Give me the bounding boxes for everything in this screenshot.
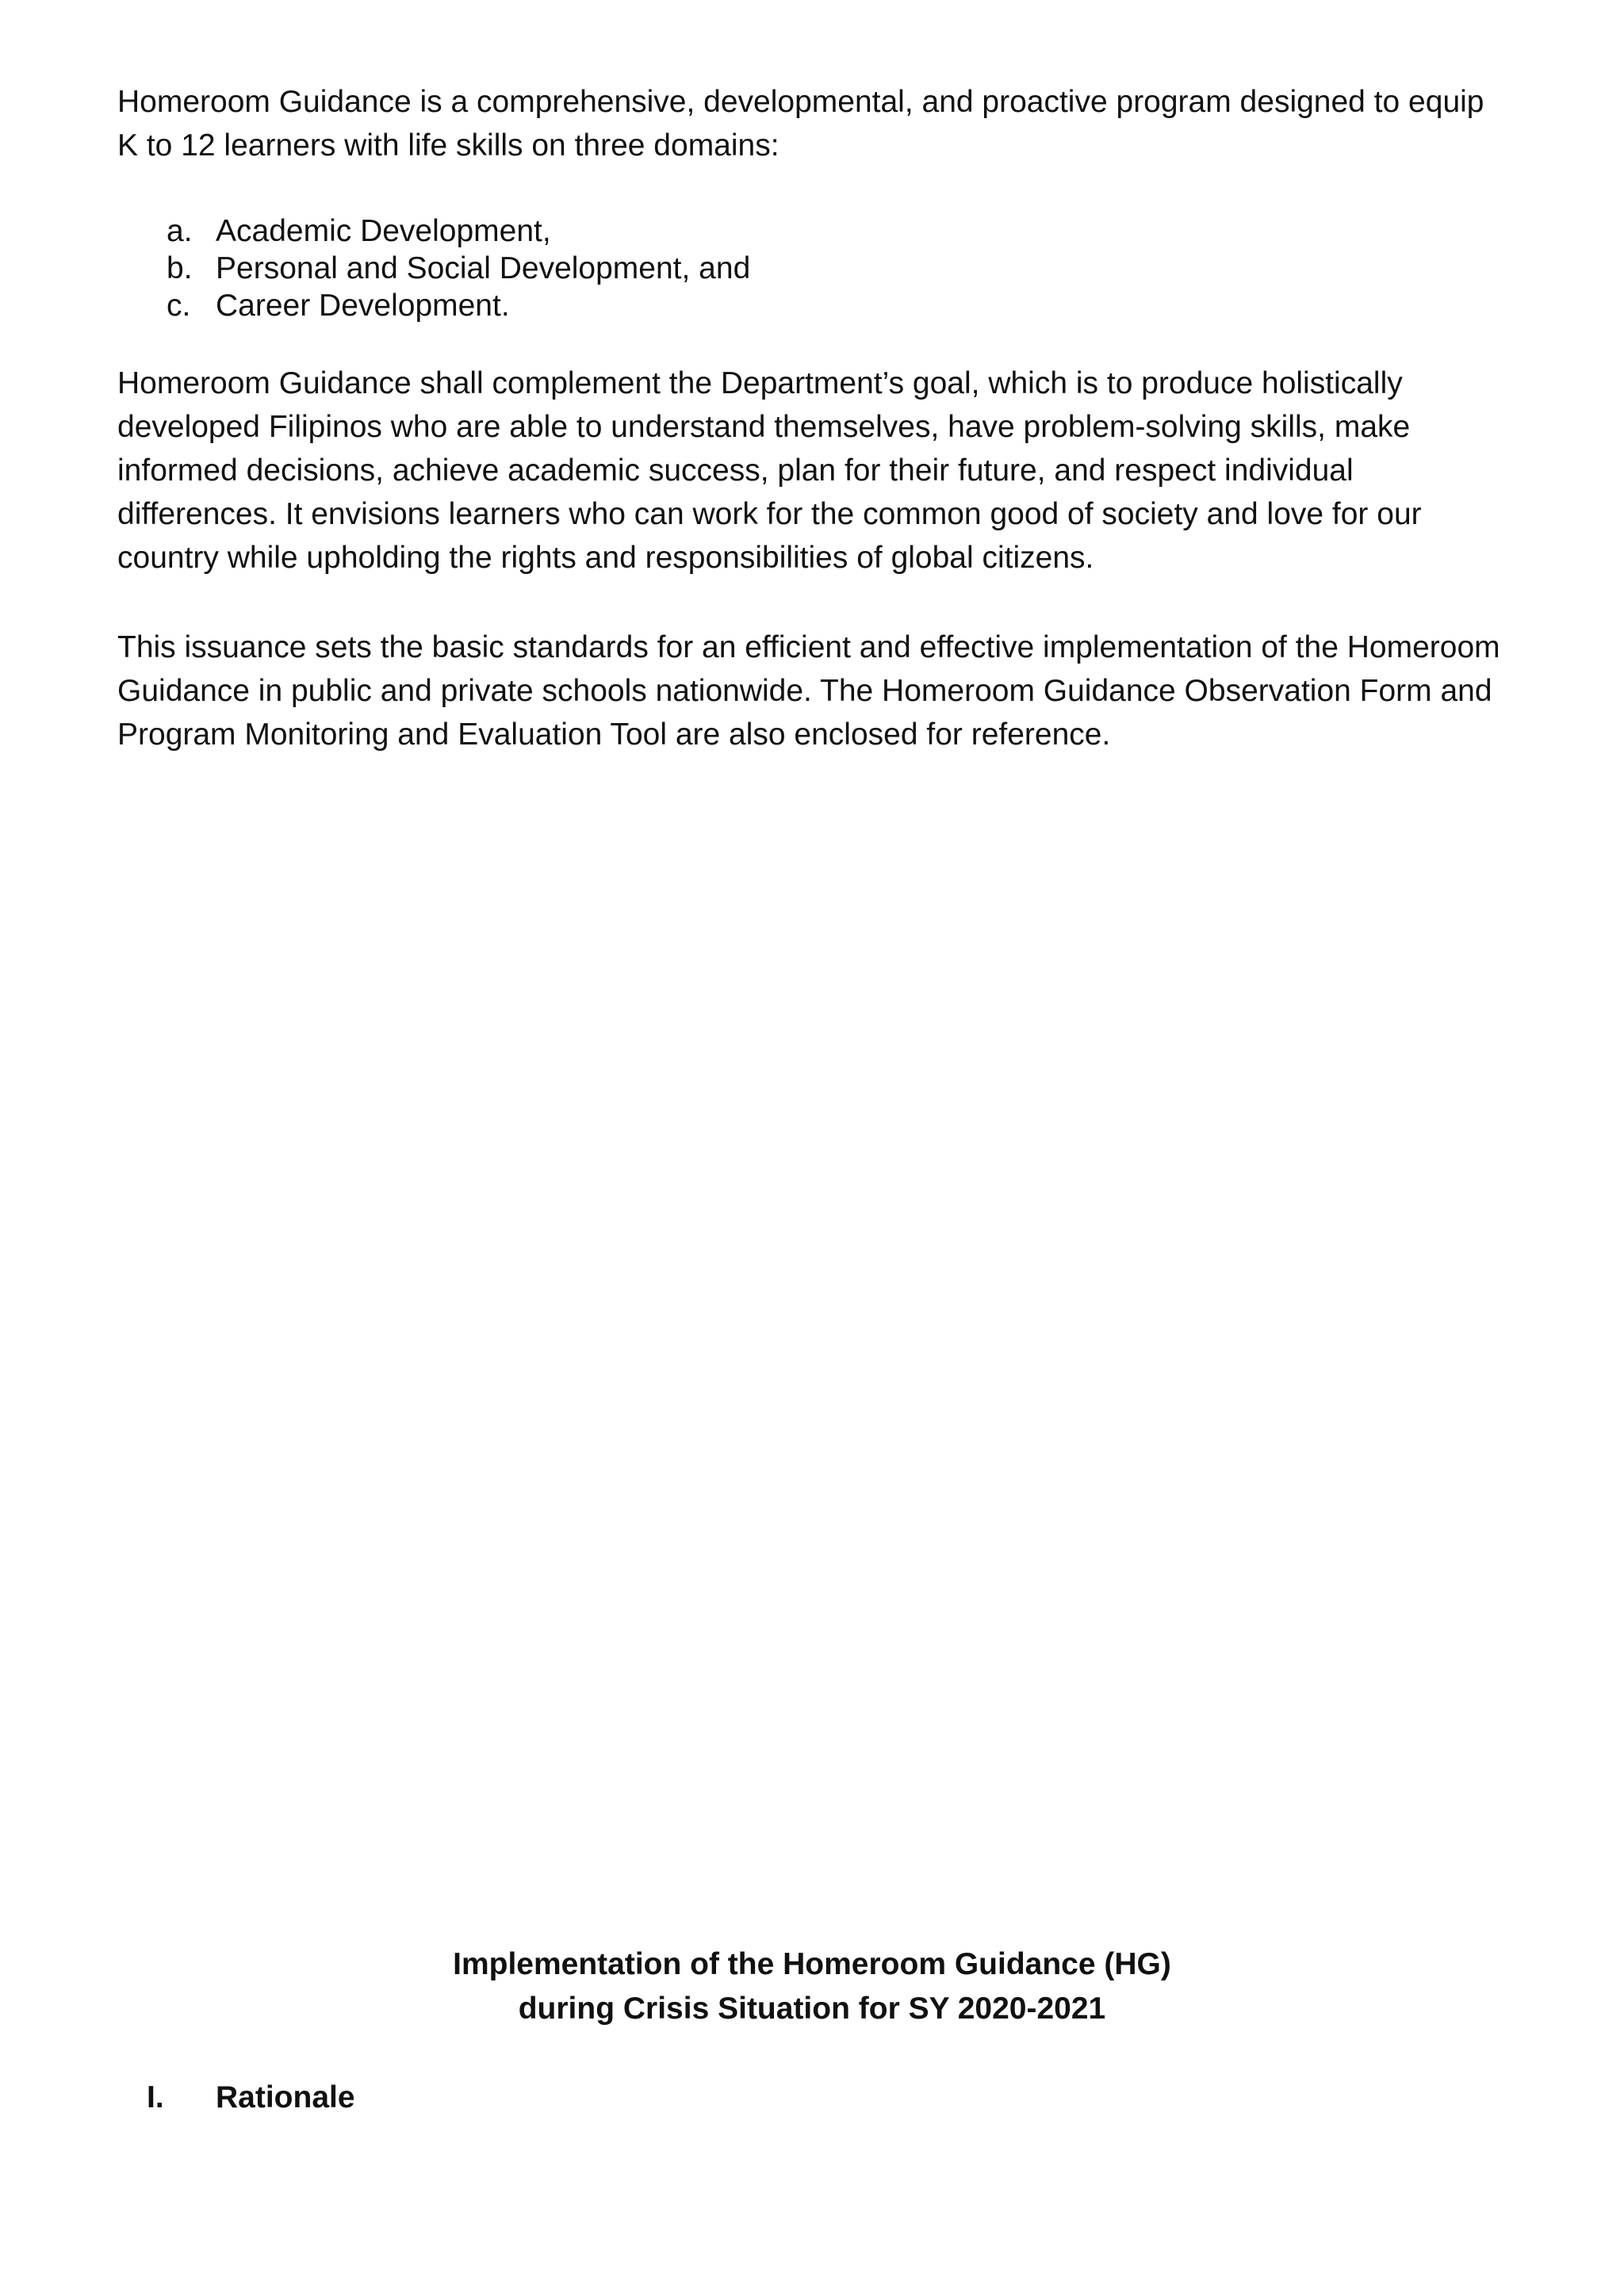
list-item-text: Career Development. — [216, 289, 510, 323]
heading-rationale: Rationale — [216, 2080, 355, 2114]
issuance-paragraph: This issuance sets the basic standards for an efficient and effective implementation of the Homeroom Guidance in public and private schools nationwide. The Homeroom Guidance Observation Form and Program Monitoring and Evaluation Tool are also enclosed for reference. — [117, 630, 1500, 752]
domains-list — [117, 212, 1465, 324]
intro-paragraph: Homeroom Guidance is a comprehensive, developmental, and proactive program designed to equip K to 12 learners with life skills on three domains: — [117, 85, 1484, 163]
list-item — [117, 212, 1465, 250]
section-title-line-1: Implementation of the Homeroom Guidance (HG) — [453, 1947, 1171, 1981]
list-item — [117, 250, 1465, 287]
heading-number: I. — [147, 2080, 164, 2114]
goal-paragraph: Homeroom Guidance shall complement the Department’s goal, which is to produce holistically developed Filipinos who are able to understand themselves, have problem-solving skills, make informed decisions, achieve academic success, plan for their future, and respect individual differences. It envisions learners who can work for the common good of society and love for our country while upholding the rights and responsibilities of global citizens. — [117, 366, 1422, 575]
section-title-line-2: during Crisis Situation for SY 2020-2021 — [518, 1992, 1106, 2026]
list-marker: b. — [167, 251, 193, 285]
list-item-text: Personal and Social Development, and — [216, 251, 751, 285]
list-marker: c. — [167, 289, 191, 323]
list-item-text: Academic Development, — [216, 214, 551, 248]
list-item — [117, 287, 1465, 324]
list-marker: a. — [167, 214, 193, 248]
